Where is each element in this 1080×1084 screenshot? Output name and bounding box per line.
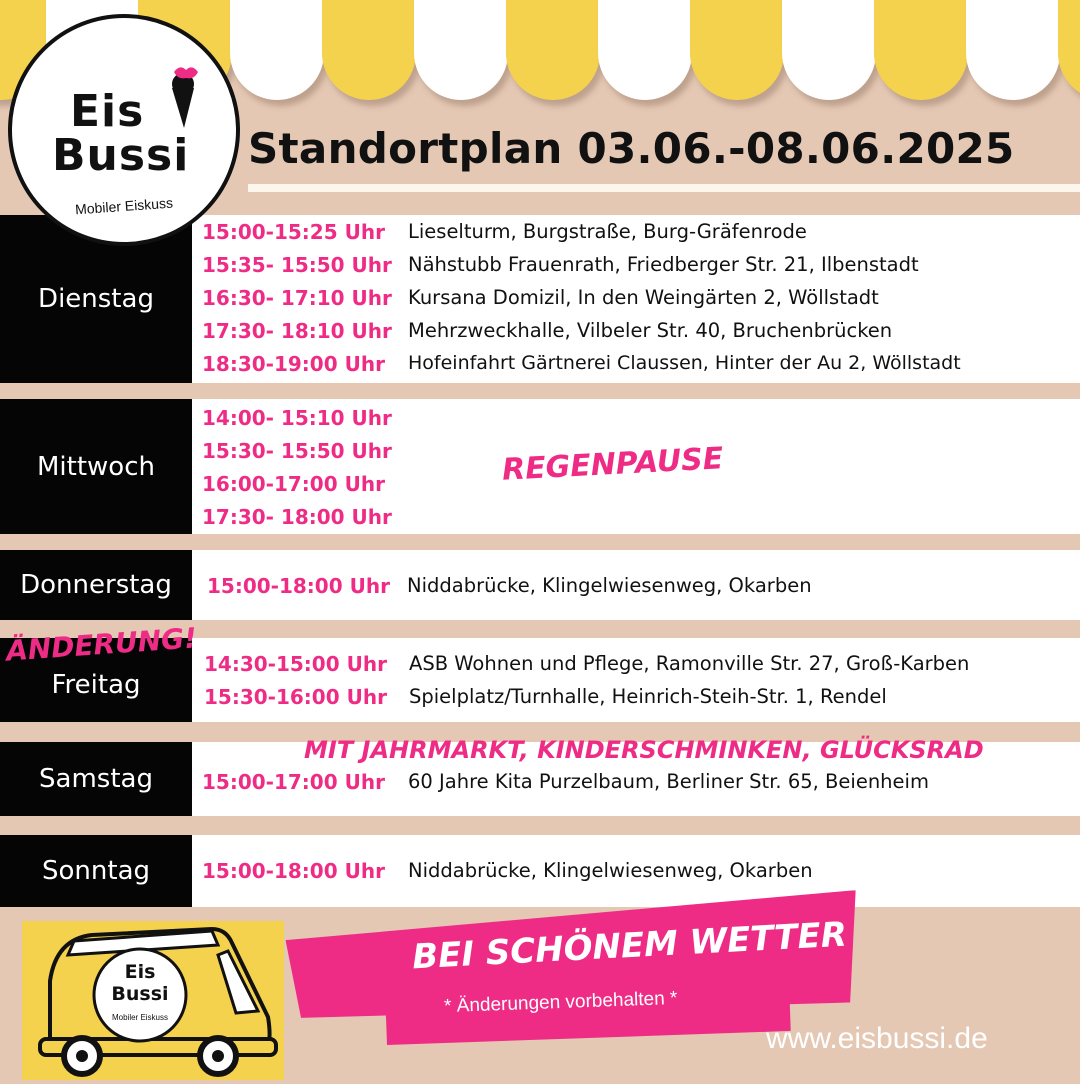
awning-stripe [874,0,968,100]
time-slot: 14:00- 15:10 Uhr [202,406,392,430]
van-logo-bussi: Bussi [111,983,169,1005]
logo-text-eis: Eis [70,86,145,137]
time-slot: 15:00-18:00 Uhr [202,859,385,883]
awning-stripe [506,0,600,100]
logo-text-bussi: Bussi [52,130,190,181]
awning-stripe [1058,0,1080,100]
van-illustration-box [22,921,284,1080]
weather-banner-text: BEI SCHÖNEM WETTER [411,914,848,978]
awning-stripe [690,0,784,100]
day-label-dienstag: Dienstag [0,215,192,383]
awning-stripe [966,0,1060,100]
time-slot: 17:30- 18:10 Uhr [202,319,392,343]
schedule-panel-freitag [192,638,1080,722]
disclaimer-text: * Änderungen vorbehalten * [443,987,678,1018]
page-title: Standortplan 03.06.-08.06.2025 [248,124,1015,173]
schedule-panel-dienstag [192,215,1080,383]
logo-tagline: Mobiler Eiskuss [74,194,174,218]
time-slot: 14:30-15:00 Uhr [204,652,387,676]
location: Kursana Domizil, In den Weingärten 2, Wöllstadt [408,286,879,309]
van-logo-tagline: Mobiler Eiskuss [111,1013,168,1022]
awning-stripe [598,0,692,100]
time-slot: 18:30-19:00 Uhr [202,352,385,376]
time-slot: 15:00-15:25 Uhr [202,220,385,244]
location: Mehrzweckhalle, Vilbeler Str. 40, Bruchenbrücken [408,319,893,342]
awning-stripe [414,0,508,100]
time-slot: 16:00-17:00 Uhr [202,472,385,496]
brand-logo [8,14,240,246]
time-slot: 17:30- 18:00 Uhr [202,505,392,529]
location: ASB Wohnen und Pflege, Ramonville Str. 27, Groß-Karben [409,652,970,675]
van-logo-text [104,961,176,1005]
ice-cream-cone-icon [164,62,204,132]
awning-stripe [782,0,876,100]
awning-stripe [322,0,416,100]
time-slot: 15:35- 15:50 Uhr [202,253,392,277]
schedule-panel-mittwoch [192,399,1080,534]
day-label-freitag: Freitag [0,638,192,722]
day-label-sonntag: Sonntag [0,835,192,907]
day-label-mittwoch: Mittwoch [0,399,192,534]
awning-stripe [230,0,324,100]
location: Spielplatz/Turnhalle, Heinrich-Steih-Str. 1, Rendel [409,685,887,708]
website-link[interactable]: www.eisbussi.de [766,1022,988,1055]
location: 60 Jahre Kita Purzelbaum, Berliner Str. 65, Beienheim [408,770,929,793]
rain-pause-note: REGENPAUSE [501,441,725,488]
time-slot: 15:30- 15:50 Uhr [202,439,392,463]
title-underline [248,184,1080,192]
van-logo-eis: Eis [124,961,156,983]
location: Niddabrücke, Klingelwiesenweg, Okarben [408,859,813,882]
event-note: MIT JAHRMARKT, KINDERSCHMINKEN, GLÜCKSRAD [304,736,984,764]
time-slot: 15:00-17:00 Uhr [202,770,385,794]
time-slot: 15:30-16:00 Uhr [204,685,387,709]
schedule-panel-donnerstag [192,550,1080,620]
location: Nähstubb Frauenrath, Friedberger Str. 21, Ilbenstadt [408,253,919,276]
day-label-samstag: Samstag [0,742,192,816]
change-flag: ÄNDERUNG! [5,621,198,668]
location: Hofeinfahrt Gärtnerei Claussen, Hinter der Au 2, Wöllstadt [408,352,961,374]
time-slot: 15:00-18:00 Uhr [207,574,390,598]
time-slot: 16:30- 17:10 Uhr [202,286,392,310]
location: Lieselturm, Burgstraße, Burg-Gräfenrode [408,220,807,243]
day-label-donnerstag: Donnerstag [0,550,192,620]
schedule-panel-sonntag [192,835,1080,907]
location: Niddabrücke, Klingelwiesenweg, Okarben [407,574,812,597]
